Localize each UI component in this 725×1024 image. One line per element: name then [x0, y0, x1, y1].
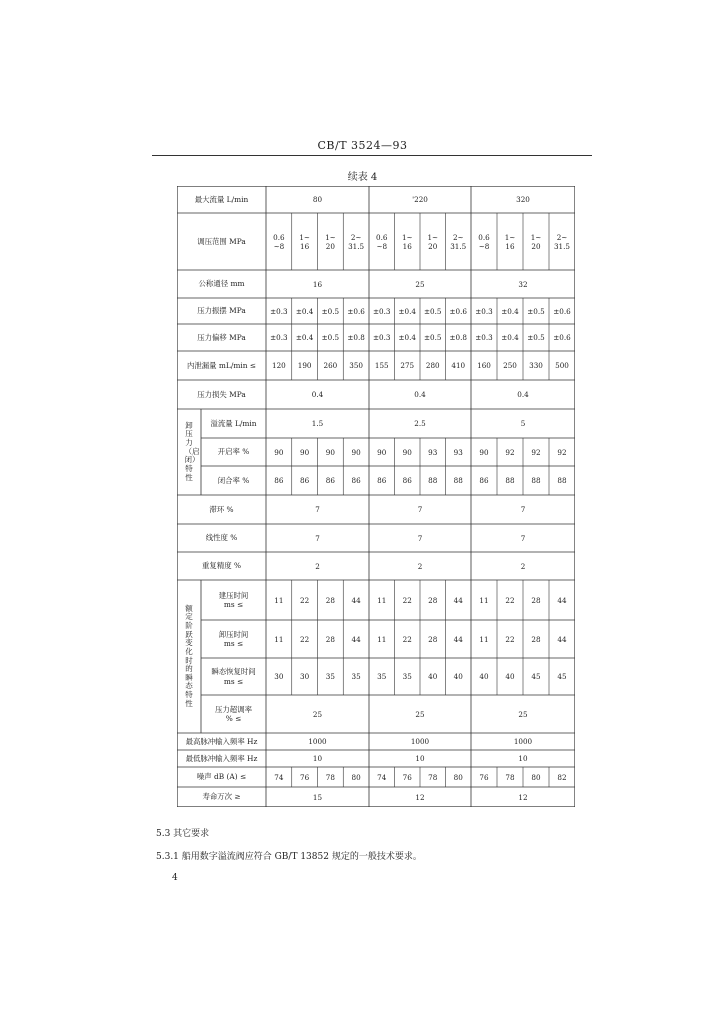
close-value: 88 [531, 476, 541, 485]
rise-label: 建压时间 ms ≤ [218, 590, 249, 609]
release-value: 11 [377, 634, 387, 644]
shift-value: ±0.8 [347, 333, 365, 342]
noise-value: 82 [557, 772, 567, 782]
open-value: 92 [531, 447, 541, 457]
overflow-label: 溢流量 L/min [210, 418, 257, 428]
shift-value: ±0.6 [553, 333, 571, 342]
rise-value: 28 [531, 595, 541, 605]
shift-value: ±0.3 [373, 333, 391, 342]
life-value: 12 [518, 792, 528, 802]
leak-value: 155 [374, 361, 389, 370]
release-value: 28 [428, 634, 438, 644]
shift-value: ±0.4 [501, 333, 519, 342]
osc-value: ±0.4 [398, 306, 416, 316]
release-value: 22 [402, 634, 412, 644]
dn-label: 公称通径 mm [198, 279, 245, 289]
shift-value: ±0.3 [270, 333, 288, 342]
overflow-value: 5 [520, 419, 526, 428]
open-value: 92 [557, 447, 567, 457]
min_freq-label: 最低脉冲输入频率 Hz [185, 753, 258, 763]
dn-value: 32 [518, 279, 528, 289]
min_freq-value: 10 [312, 754, 323, 763]
loss-value: 0.4 [311, 390, 324, 399]
release-value: 44 [351, 634, 361, 644]
recovery-value: 35 [377, 672, 387, 681]
close-value: 88 [428, 476, 438, 485]
noise-value: 80 [531, 772, 541, 782]
rise-value: 11 [377, 595, 387, 605]
shift-value: ±0.5 [424, 333, 442, 342]
dn-value: 16 [312, 279, 323, 289]
osc-value: ±0.4 [501, 306, 519, 316]
flow-value: 320 [516, 195, 530, 204]
recovery-value: 45 [531, 672, 541, 681]
linearity-label: 线性度 % [205, 533, 238, 543]
leak-value: 410 [451, 361, 466, 370]
max_freq-label: 最高脉冲输入频率 Hz [185, 736, 258, 746]
section-title: 5.3 其它要求 [156, 829, 210, 839]
repeat-value: 2 [417, 561, 423, 571]
release-value: 11 [274, 634, 284, 644]
rise-value: 11 [274, 595, 284, 605]
side-label-pressure-characteristics: 卸压力（启闭）特性 [184, 420, 200, 482]
reg_range-value: 2~ 31.5 [348, 232, 365, 251]
reg_range-value: 2~ 31.5 [553, 232, 570, 251]
overshoot-value: 25 [312, 709, 323, 719]
rise-value: 44 [453, 595, 463, 605]
noise-value: 76 [402, 772, 412, 782]
open-label: 开启率 % [217, 447, 250, 457]
side-label-transient-characteristics: 额定阶跃变化时的瞬态特性 [185, 603, 193, 708]
open-value: 90 [325, 447, 335, 457]
osc-label: 压力振摆 MPa [197, 306, 246, 316]
close-value: 88 [557, 476, 567, 485]
recovery-value: 35 [351, 672, 361, 681]
close-value: 88 [453, 476, 463, 485]
close-value: 86 [402, 476, 412, 485]
noise-value: 76 [479, 772, 489, 782]
rise-value: 28 [428, 595, 438, 605]
osc-value: ±0.6 [553, 306, 571, 316]
open-value: 90 [377, 447, 387, 457]
open-value: 90 [479, 447, 489, 457]
repeat-value: 2 [315, 561, 320, 571]
shift-value: ±0.5 [321, 333, 340, 342]
noise-value: 74 [377, 772, 387, 782]
repeat-value: 2 [520, 561, 526, 571]
reg_range-value: 1~ 16 [504, 232, 516, 251]
clause-text: 5.3.1 船用数字溢流阀应符合 GB/T 13852 规定的一般技术要求。 [156, 852, 422, 862]
loss-value: 0.4 [414, 390, 426, 399]
min_freq-value: 10 [518, 754, 528, 763]
flow-value: 80 [312, 195, 323, 204]
min_freq-value: 10 [415, 754, 425, 763]
leak-value: 500 [555, 361, 569, 370]
open-value: 93 [428, 447, 438, 457]
osc-value: ±0.6 [347, 306, 365, 316]
overshoot-label: 压力超调率 % ≤ [215, 704, 252, 723]
loss-label: 压力损失 MPa [197, 389, 246, 399]
repeat-label: 重复精度 % [202, 561, 241, 571]
reg_range-value: 1~ 16 [401, 232, 413, 251]
leak-value: 280 [425, 361, 440, 370]
leak-label: 内泄漏量 mL/min ≤ [187, 360, 256, 370]
recovery-value: 40 [428, 672, 438, 681]
reg_range-value: 0.6 ~8 [376, 232, 388, 251]
rise-value: 44 [351, 595, 361, 605]
hysteresis-value: 7 [315, 505, 320, 514]
leak-value: 190 [297, 361, 312, 370]
flow-value: '220 [412, 195, 428, 204]
recovery-value: 30 [300, 672, 310, 681]
leak-value: 330 [529, 361, 543, 370]
open-value: 92 [505, 447, 515, 457]
overflow-value: 2.5 [414, 419, 426, 428]
recovery-label: 瞬态恢复时间 ms ≤ [211, 667, 256, 686]
release-value: 22 [505, 634, 515, 644]
close-value: 86 [300, 476, 310, 485]
recovery-value: 45 [557, 672, 567, 681]
shift-value: ±0.5 [527, 333, 545, 342]
noise-value: 78 [325, 772, 335, 782]
dn-value: 25 [415, 279, 425, 289]
leak-value: 120 [272, 361, 286, 370]
reg_range-value: 1~ 20 [427, 232, 439, 251]
leak-value: 350 [349, 361, 363, 370]
reg_range-value: 2~ 31.5 [450, 232, 467, 251]
life-value: 15 [312, 792, 323, 802]
osc-value: ±0.5 [321, 306, 340, 316]
open-value: 90 [402, 447, 412, 457]
header-rule [152, 155, 592, 156]
leak-value: 275 [400, 361, 415, 370]
rise-value: 28 [325, 595, 335, 605]
life-label: 寿命万次 ≥ [202, 792, 241, 802]
release-value: 28 [325, 634, 335, 644]
shift-label: 压力偏移 MPa [197, 332, 246, 342]
standard-header: CB/T 3524—93 [317, 139, 408, 152]
life-value: 12 [415, 792, 425, 802]
hysteresis-value: 7 [520, 505, 526, 514]
open-value: 93 [453, 447, 463, 457]
close-value: 86 [274, 476, 284, 485]
linearity-value: 7 [417, 533, 423, 543]
leak-value: 260 [323, 361, 338, 370]
shift-value: ±0.8 [449, 333, 467, 342]
noise-value: 80 [351, 772, 361, 782]
release-value: 44 [453, 634, 463, 644]
close-label: 闭合率 % [217, 475, 250, 485]
close-value: 86 [351, 476, 361, 485]
overflow-value: 1.5 [311, 419, 324, 428]
open-value: 90 [300, 447, 310, 457]
max_freq-value: 1000 [410, 737, 430, 746]
close-value: 88 [505, 476, 515, 485]
rise-value: 22 [402, 595, 412, 605]
release-value: 28 [531, 634, 541, 644]
max_freq-value: 1000 [513, 737, 533, 746]
rise-value: 22 [505, 595, 515, 605]
linearity-value: 7 [315, 533, 320, 543]
rise-value: 11 [479, 595, 489, 605]
recovery-value: 35 [325, 672, 335, 681]
recovery-value: 35 [402, 672, 412, 681]
reg_range-value: 1~ 20 [325, 232, 336, 251]
shift-value: ±0.3 [475, 333, 493, 342]
rise-value: 44 [557, 595, 567, 605]
spec-table [177, 186, 575, 807]
release-label: 卸压时间 ms ≤ [218, 629, 249, 648]
noise-value: 78 [505, 772, 515, 782]
shift-value: ±0.4 [295, 333, 314, 342]
open-value: 90 [351, 447, 361, 457]
osc-value: ±0.3 [373, 306, 391, 316]
noise-value: 76 [300, 772, 310, 782]
reg_range-value: 0.6 ~8 [273, 232, 285, 251]
osc-value: ±0.3 [475, 306, 493, 316]
hysteresis-value: 7 [417, 505, 423, 514]
recovery-value: 30 [274, 672, 284, 681]
leak-value: 160 [477, 361, 491, 370]
reg_range-value: 1~ 16 [299, 232, 310, 251]
max_freq-value: 1000 [308, 737, 327, 746]
leak-value: 250 [503, 361, 517, 370]
linearity-value: 7 [520, 533, 526, 543]
reg_range-value: 0.6 ~8 [478, 232, 490, 251]
shift-value: ±0.4 [398, 333, 416, 342]
release-value: 22 [300, 634, 310, 644]
page-number: 4 [172, 873, 178, 883]
close-value: 86 [325, 476, 335, 485]
open-value: 90 [274, 447, 284, 457]
release-value: 11 [479, 634, 489, 644]
overshoot-value: 25 [518, 709, 528, 719]
table-caption: 续表 4 [347, 172, 378, 183]
osc-value: ±0.5 [424, 306, 442, 316]
osc-value: ±0.5 [527, 306, 545, 316]
recovery-value: 40 [479, 672, 489, 681]
osc-value: ±0.3 [270, 306, 288, 316]
release-value: 44 [557, 634, 567, 644]
reg_range-label: 调压范围 MPa [197, 236, 246, 246]
overshoot-value: 25 [415, 709, 425, 719]
osc-value: ±0.4 [295, 306, 314, 316]
recovery-value: 40 [505, 672, 515, 681]
hysteresis-label: 滞环 % [209, 504, 234, 514]
loss-value: 0.4 [517, 390, 529, 399]
noise-value: 78 [428, 772, 438, 782]
reg_range-value: 1~ 20 [530, 232, 542, 251]
noise-value: 80 [453, 772, 463, 782]
rise-value: 22 [300, 595, 310, 605]
flow-label: 最大流量 L/min [194, 194, 249, 204]
recovery-value: 40 [453, 672, 463, 681]
osc-value: ±0.6 [449, 306, 467, 316]
noise-value: 74 [274, 772, 284, 782]
close-value: 86 [377, 476, 387, 485]
noise-label: 噪声 dB (A) ≤ [196, 772, 247, 782]
close-value: 86 [479, 476, 489, 485]
